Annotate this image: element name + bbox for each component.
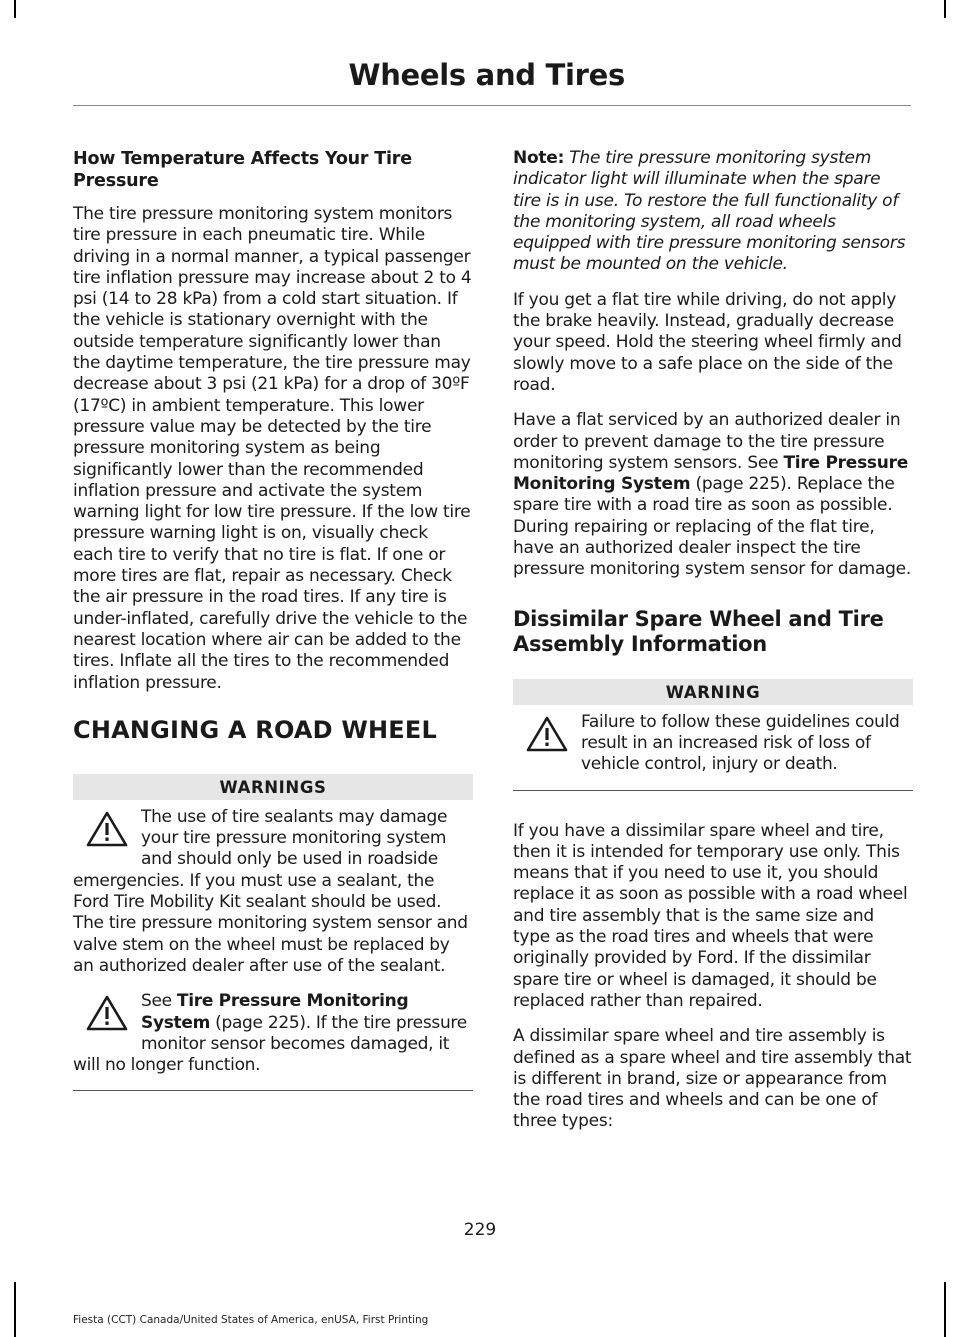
warning-triangle-icon — [85, 810, 129, 848]
service-prefix: Have a flat serviced by an authorized dealer in order to prevent damage to the tire pressure monitoring system sensors. See — [513, 410, 901, 473]
footer-text: Fiesta (CCT) Canada/United States of America, enUSA, First Printing — [73, 1314, 429, 1326]
right-column — [513, 148, 913, 1147]
warning-sealant-text: The use of tire sealants may damage your tire pressure monitoring system and should only be used in roadside emergencies. If you must use a sealant, the Ford Tire Mobility Kit sealant should be used. The tire pressure monitoring system sensor and valve stem on the wheel must be replaced by an authorized dealer after use of the sealant. — [73, 806, 468, 976]
note-text: The tire pressure monitoring system indicator light will illuminate when the spare tire is in use. To restore the full functionality of the monitoring system, all road wheels equipped with tire pressure monitoring sensors must be mounted on the vehicle. — [513, 148, 906, 275]
warning-sensor-prefix: See — [141, 991, 177, 1012]
warning-triangle-icon — [525, 715, 569, 753]
tpms-link[interactable]: Tire Pressure Monitoring System — [513, 452, 909, 495]
tpms-link[interactable]: Tire Pressure Monitoring System — [141, 991, 409, 1033]
service-paragraph — [513, 410, 913, 580]
warning-sensor — [73, 991, 473, 1076]
changing-road-wheel-heading: CHANGING A ROAD WHEEL — [73, 715, 437, 744]
crop-mark-bottom-left — [14, 1282, 16, 1337]
left-column — [73, 148, 473, 1121]
warning-divider — [513, 790, 913, 791]
warning-guidelines-text: Failure to follow these guidelines could result in an increased risk of loss of vehicle control, injury or death. — [581, 711, 900, 775]
warnings-box — [73, 774, 473, 1092]
dissimilar-paragraph: If you have a dissimilar spare wheel and tire, then it is intended for temporary use only. This means that if you need to use it, you should replace it as soon as possible with a road wheel and tire assembly that is the same size and type as the road tires and wheels that were originally provided by Ford. If the dissimilar spare tire or wheel is damaged, it should be replaced rather than repaired. — [513, 820, 908, 1011]
warnings-divider — [73, 1090, 473, 1091]
page-number: 229 — [463, 1220, 497, 1240]
header-rule — [73, 105, 911, 106]
definition-paragraph: A dissimilar spare wheel and tire assembly is defined as a spare wheel and tire assembly that is different in brand, size or appearance from the road tires and wheels and can be one of three types: — [513, 1026, 912, 1132]
note-label: Note: — [513, 148, 565, 168]
warning-sensor-suffix: (page 225). If the tire pressure monitor sensor becomes damaged, it will no longer function. — [73, 1012, 467, 1076]
warning-box — [513, 679, 913, 791]
crop-mark-top-left — [14, 0, 16, 18]
warning-sealant — [73, 807, 473, 977]
dissimilar-spare-heading: Dissimilar Spare Wheel and Tire Assembly Information — [513, 606, 884, 656]
service-suffix: (page 225). Replace the spare tire with a road tire as soon as possible. During repairing or replacing of the flat tire, have an authorized dealer inspect the tire pressure monitoring system sensor for damage. — [513, 474, 912, 580]
note-paragraph — [513, 148, 913, 276]
page-header-title: Wheels and Tires — [348, 58, 625, 92]
temperature-subheading: How Temperature Affects Your Tire Pressure — [73, 149, 412, 191]
temperature-paragraph: The tire pressure monitoring system monitors tire pressure in each pneumatic tire. While driving in a normal manner, a typical passenger tire inflation pressure may increase about 2 to 4 psi (14 to 28 kPa) from a cold start situation. If the vehicle is stationary overnight with the outside temperature significantly lower than the daytime temperature, the tire pressure may decrease about 3 psi (21 kPa) for a drop of 30ºF (17ºC) in ambient temperature. This lower pressure value may be detected by the tire pressure monitoring system as being significantly lower than the recommended inflation pressure and activate the system warning light for low tire pressure. If the low tire pressure warning light is on, visually check each tire to verify that no tire is flat. If one or more tires are flat, repair as necessary. Check the air pressure in the road tires. If any tire is under-inflated, carefully drive the vehicle to the nearest location where air can be added to the tires. Inflate all the tires to the recommended inflation pressure. — [73, 204, 472, 693]
warning-guidelines — [513, 712, 913, 776]
flat-tire-paragraph: If you get a flat tire while driving, do not apply the brake heavily. Instead, gradually decrease your speed. Hold the steering wheel firmly and slowly move to a safe place on the side of the road. — [513, 289, 902, 395]
warnings-title: WARNINGS — [73, 774, 473, 800]
crop-mark-bottom-right — [944, 1282, 946, 1337]
warning-title: WARNING — [513, 679, 913, 705]
crop-mark-top-right — [944, 0, 946, 18]
warning-triangle-icon — [85, 994, 129, 1032]
